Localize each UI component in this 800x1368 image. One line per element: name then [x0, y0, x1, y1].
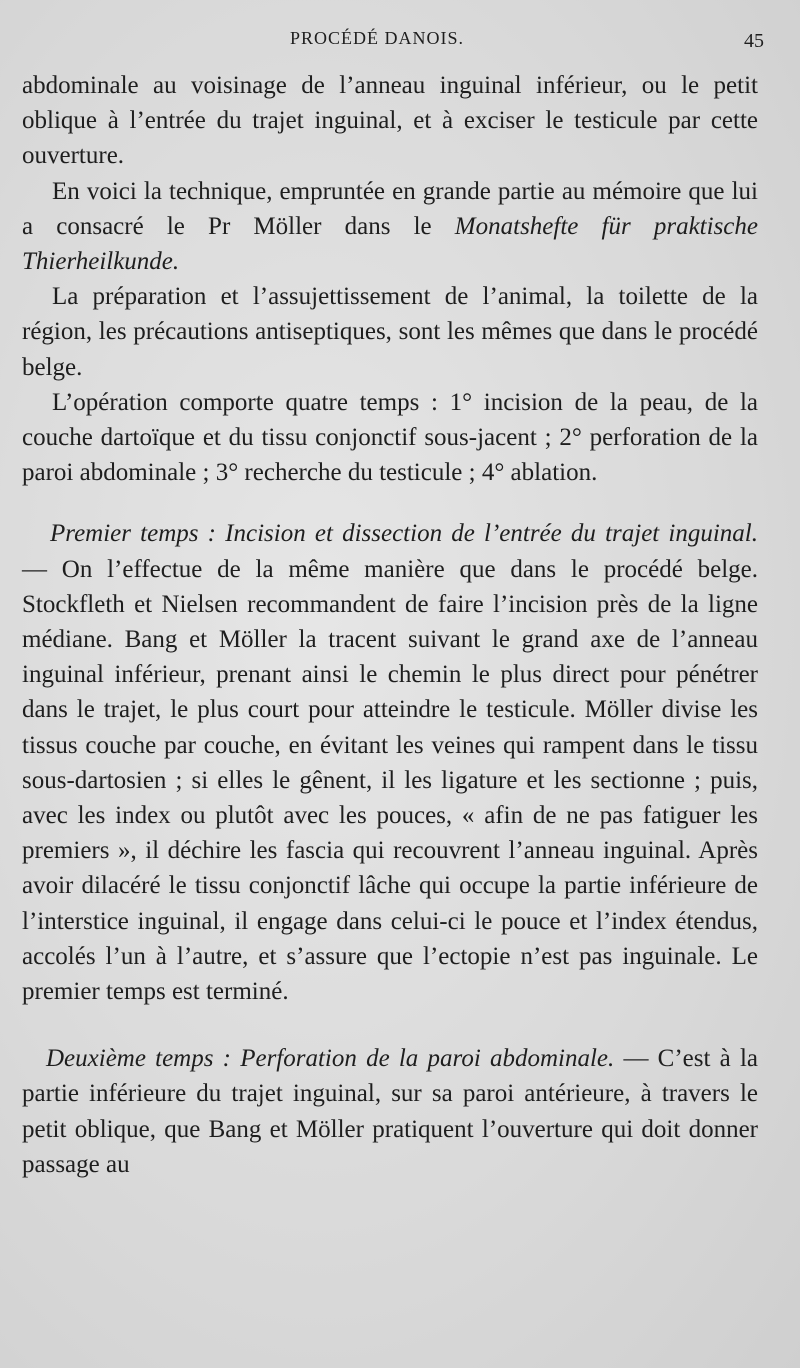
section-second-step-text: — C’est à la partie inférieure du trajet inguinal, sur sa paroi antérieure, à travers le petit oblique, que Bang et Möller pratiquent l’ouverture qui doit donner passage au	[22, 1045, 758, 1178]
section-second-step	[22, 1041, 758, 1182]
page-number: 45	[744, 30, 764, 52]
paragraph-technique	[22, 174, 758, 280]
journal-title: Monatshefte für praktische Thierheilkunde.	[22, 212, 758, 276]
page-body	[22, 68, 758, 1182]
page-header	[22, 28, 762, 58]
section-second-step-heading: Deuxième temps : Perforation de la paroi abdominale.	[46, 1045, 615, 1073]
section-first-step	[22, 516, 758, 1009]
running-head: PROCÉDÉ DANOIS.	[290, 28, 465, 48]
paragraph-technique-text: En voici la technique, empruntée en grande partie au mémoire que lui a consacré le Pr Möller dans le	[22, 177, 758, 240]
section-first-step-heading: Premier temps : Incision et dissection de l’entrée du trajet inguinal.	[50, 520, 758, 548]
paragraph-preparation: La préparation et l’assujettissement de l’animal, la toilette de la région, les précautions antiseptiques, sont les mêmes que dans le procédé belge.	[22, 283, 758, 381]
paragraph-operation-steps: L’opération comporte quatre temps : 1° incision de la peau, de la couche dartoïque et du tissu conjonctif sous-jacent ; 2° perforation de la paroi abdominale ; 3° recherche du testicule ; 4° ablation.	[22, 388, 758, 487]
book-page	[22, 0, 762, 1368]
section-first-step-text: — On l’effectue de la même manière que dans le procédé belge. Stockfleth et Nielsen recommandent de faire l’incision près de la ligne médiane. Bang et Möller la tracent suivant le grand axe de l’anneau inguinal inférieur, prenant ainsi le chemin le plus direct pour pénétrer dans le trajet, le plus court pour atteindre le testicule. Möller divise les tissus couche par couche, en évitant les veines qui rampent dans le tissu sous-dartosien ; si elles le gênent, il les ligature et les sectionne ; puis, avec les index ou plutôt avec les pouces, « afin de ne pas fatiguer les premiers », il déchire les fascia qui recouvrent l’anneau inguinal. Après avoir dilacéré le tissu conjonctif lâche qui occupe la partie inférieure de l’interstice inguinal, il engage dans celui-ci le pouce et l’index étendus, accolés l’un à l’autre, et s’assure que l’ectopie n’est pas inguinale. Le premier temps est terminé.	[22, 555, 758, 1006]
paragraph-continuation: abdominale au voisinage de l’anneau inguinal inférieur, ou le petit oblique à l’entrée du trajet inguinal, et à exciser le testicule par cette ouverture.	[22, 72, 758, 170]
